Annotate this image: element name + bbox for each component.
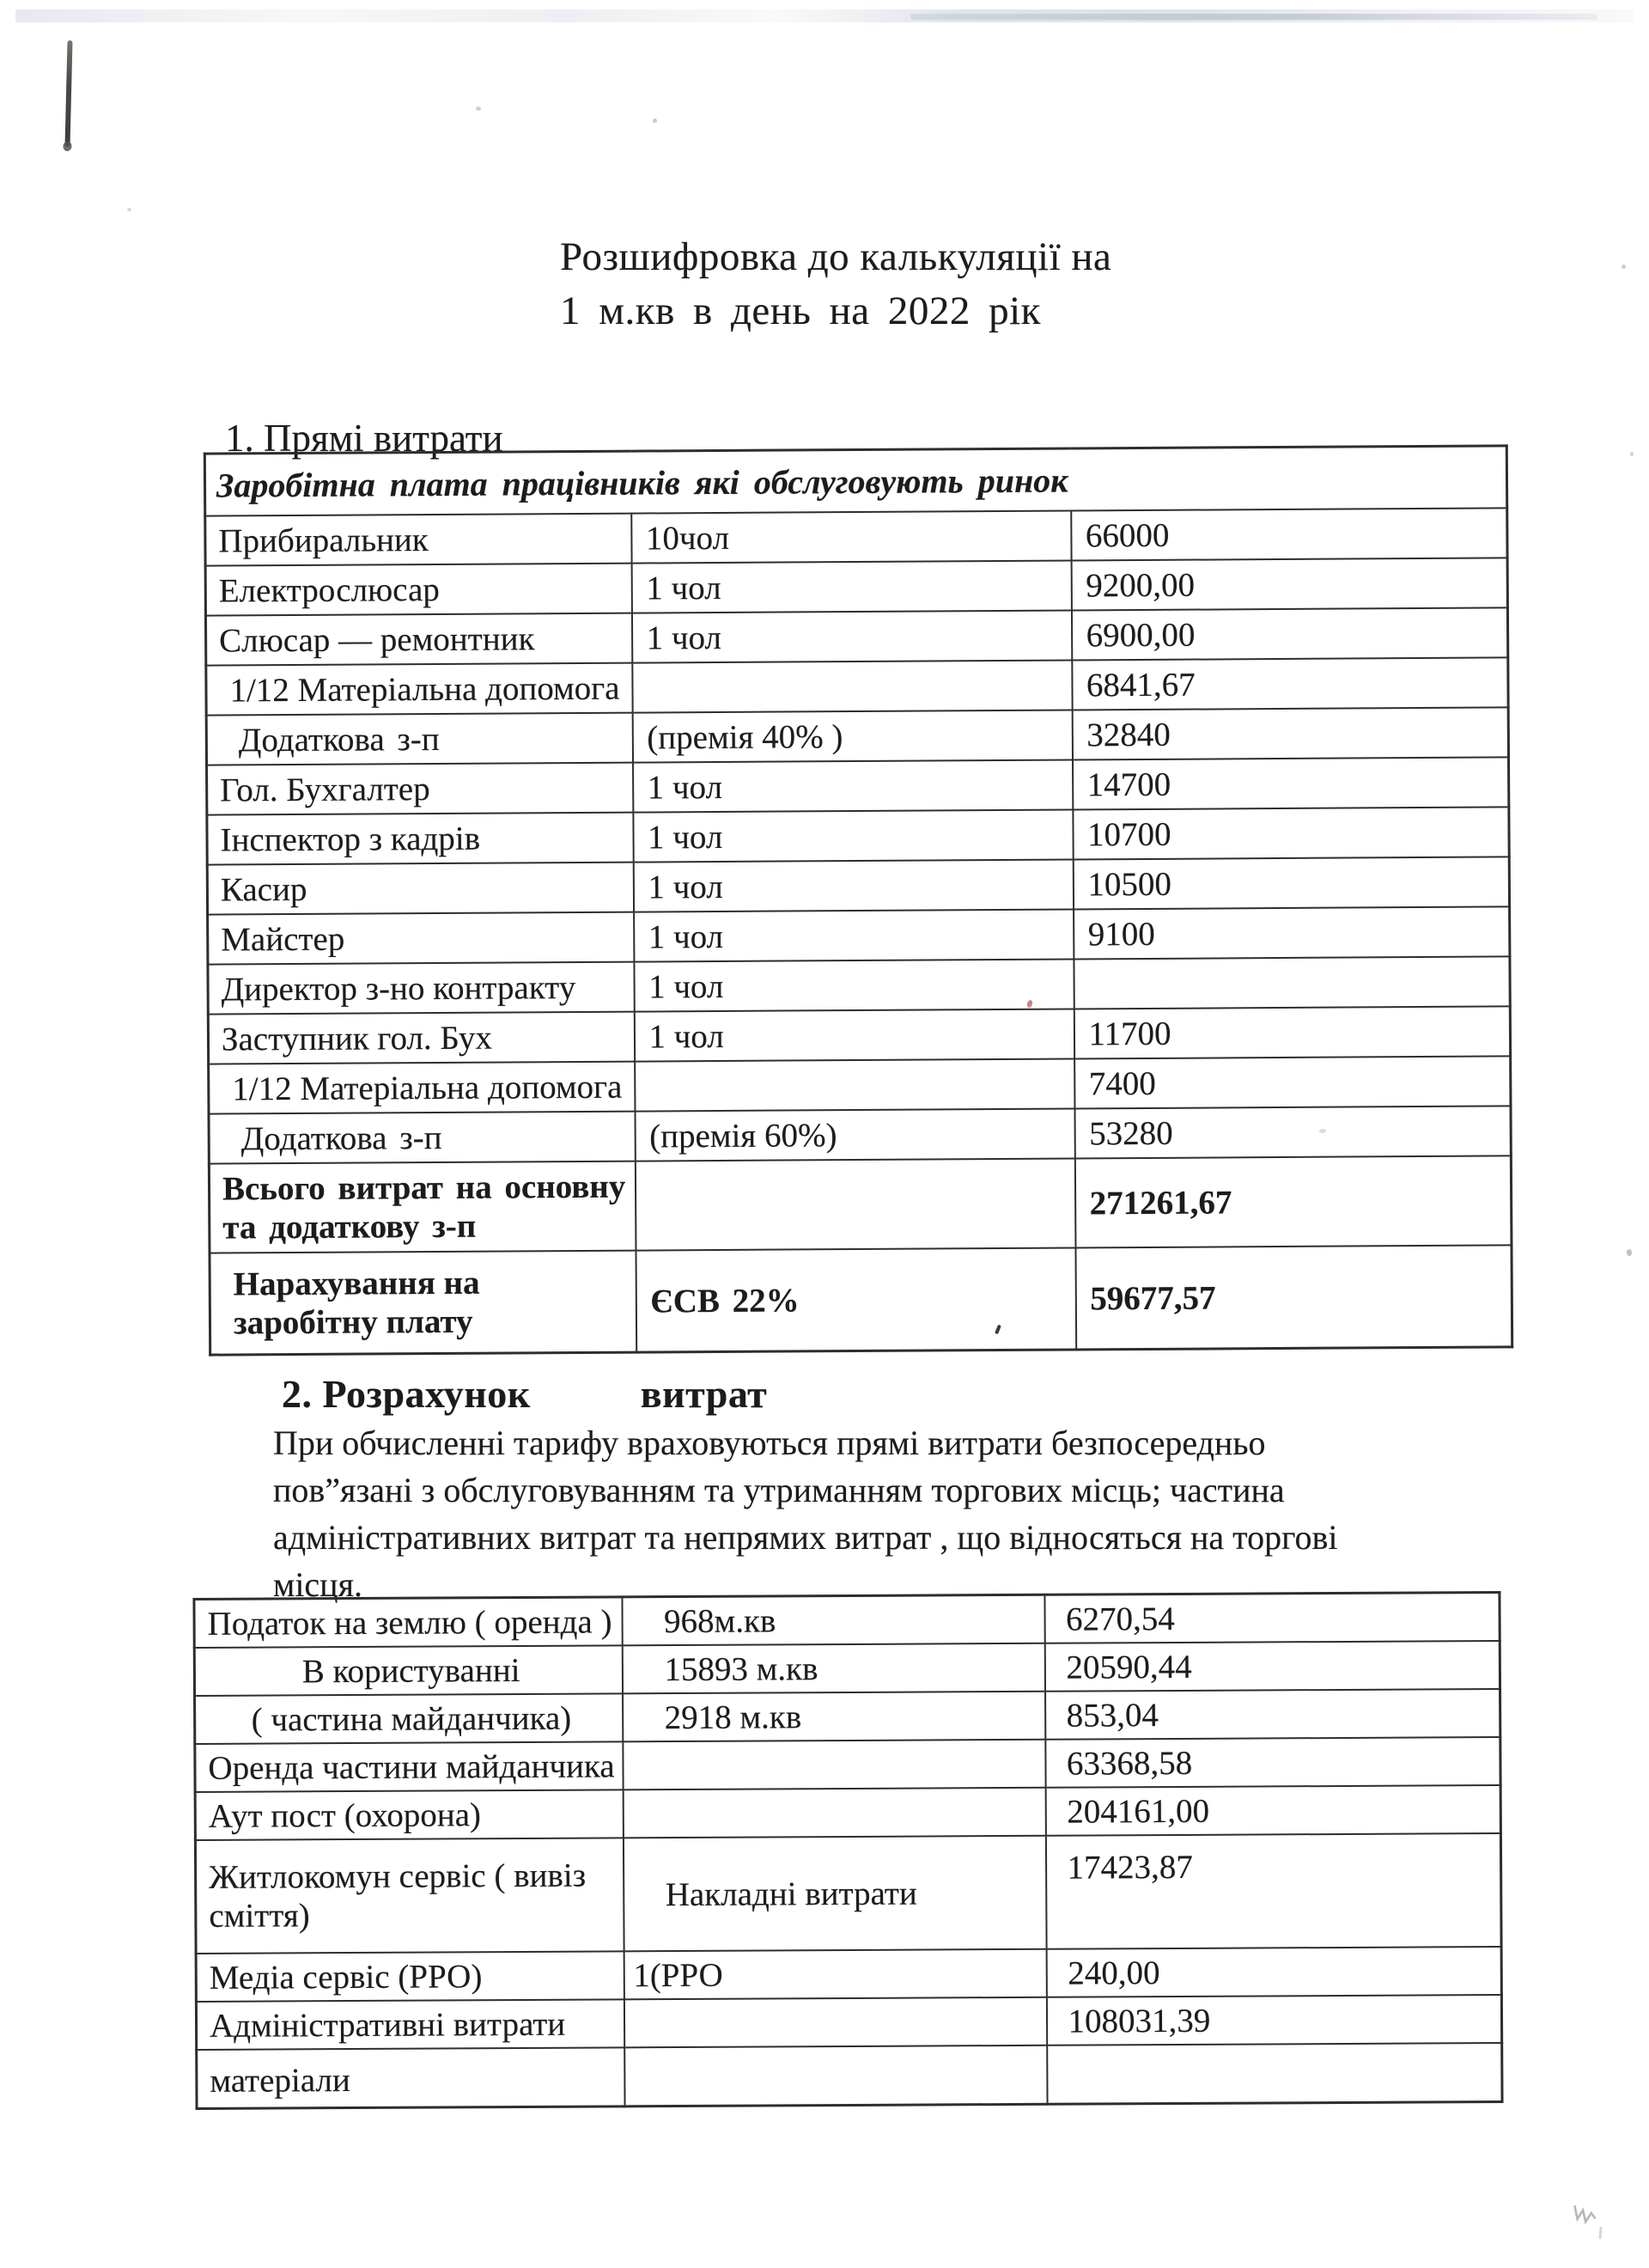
title-line-2: 1 м.кв в день на 2022 рік [560, 289, 1041, 333]
table-row [194, 1593, 1500, 1648]
label-cell: Всього витрат на основну та додаткову з-п [209, 1161, 636, 1253]
table-row [209, 1106, 1511, 1163]
label-cell: Прибиральник [205, 514, 631, 566]
table-row [206, 707, 1508, 765]
table-row [195, 1833, 1501, 1954]
value-cell: 6841,67 [1072, 657, 1508, 710]
total-row [209, 1155, 1512, 1253]
document-title [560, 230, 1111, 338]
unit-cell: (премія 40% ) [632, 710, 1072, 762]
value-cell: 11700 [1074, 1006, 1510, 1058]
unit-cell: 10чол [631, 510, 1071, 563]
label-cell: Податок на землю ( оренда ) [194, 1597, 622, 1648]
value-cell: 9100 [1074, 906, 1510, 959]
value-cell: 17423,87 [1045, 1833, 1501, 1949]
table-row [209, 1056, 1511, 1113]
value-cell: 6900,00 [1071, 607, 1507, 660]
unit-cell: 1 чол [633, 859, 1073, 911]
label-cell: Касир [207, 863, 633, 915]
table-row [207, 807, 1509, 864]
table-row [196, 1995, 1501, 2050]
unit-cell: 1 чол [634, 959, 1074, 1011]
value-cell: 9200,00 [1071, 558, 1507, 610]
label-cell: 1/12 Матеріальна допомога [206, 663, 632, 716]
paragraph-line: місця. [273, 1565, 362, 1604]
label-cell: Директор з-но контракту [208, 962, 634, 1015]
table-row [207, 757, 1509, 814]
unit-cell: 1(РРО [624, 1949, 1046, 2000]
table-row [205, 508, 1507, 565]
scan-speck [1599, 2227, 1603, 2239]
label-cell: Заступник гол. Бух [208, 1012, 634, 1064]
title-line-1: Розшифровка до калькуляції на [560, 235, 1112, 279]
label-cell: Майстер [208, 912, 634, 965]
table-row [195, 1737, 1500, 1792]
unit-cell [635, 1158, 1075, 1250]
label-cell: ( частина майданчика) [195, 1693, 623, 1744]
value-cell: 108031,39 [1046, 1995, 1501, 2045]
value-cell: 10700 [1073, 807, 1509, 859]
label-cell: В користуванні [194, 1645, 622, 1696]
unit-cell [624, 1997, 1046, 2048]
value-cell: 853,04 [1045, 1689, 1500, 1740]
unit-cell: 15893 м.кв [622, 1643, 1044, 1694]
value-cell: 59677,57 [1075, 1245, 1512, 1350]
salary-table-caption-row [204, 446, 1506, 516]
salary-table [204, 444, 1513, 1356]
table-row [208, 956, 1510, 1014]
scan-speck [1627, 1249, 1632, 1256]
label-cell: Аут пост (охорона) [195, 1789, 623, 1840]
unit-cell: 968м.кв [622, 1594, 1044, 1645]
label-cell: Електрослюсар [205, 564, 631, 616]
value-cell: 204161,00 [1045, 1785, 1500, 1836]
table-row [197, 2043, 1502, 2108]
unit-cell [623, 1740, 1045, 1790]
label-cell: Гол. Бухгалтер [207, 763, 633, 815]
value-cell [1074, 956, 1510, 1009]
table-row [207, 857, 1509, 914]
section-1-heading: 1. Прямі витрати [225, 417, 503, 460]
unit-cell: 1 чол [633, 759, 1073, 812]
value-cell: 271261,67 [1074, 1155, 1512, 1247]
payroll-charges-row [210, 1245, 1512, 1355]
label-cell: Слюсар — ремонтник [205, 613, 631, 666]
section-2-word: витрат [640, 1372, 768, 1416]
unit-cell: 2918 м.кв [623, 1692, 1045, 1742]
unit-cell: 1 чол [634, 1009, 1074, 1061]
costs-table [192, 1591, 1503, 2110]
value-cell: 63368,58 [1045, 1737, 1500, 1788]
value-cell: 20590,44 [1044, 1641, 1500, 1692]
value-cell: 32840 [1072, 707, 1508, 759]
unit-cell [632, 660, 1072, 712]
table-row [195, 1785, 1500, 1840]
table-row [205, 558, 1507, 615]
unit-cell: 1 чол [631, 560, 1071, 613]
label-cell: Медіа сервіс (РРО) [196, 1951, 624, 2002]
unit-cell [635, 1058, 1074, 1111]
label-cell: Житлокомун сервіс ( вивіз сміття) [195, 1838, 624, 1954]
scan-speck [1622, 265, 1626, 269]
salary-table-caption: Заробітна плата працівників які обслуговують ринок [204, 446, 1506, 516]
label-cell: Адміністративні витрати [196, 1999, 624, 2050]
scan-speck [1630, 452, 1634, 456]
label-cell: Інспектор з кадрів [207, 813, 633, 865]
paragraph-line: адміністративних витрат та непрямих витрат , що відносяться на торгові [273, 1518, 1338, 1557]
table-row [205, 607, 1507, 665]
scan-speck [476, 107, 481, 111]
bottom-right-squiggle [1570, 2203, 1599, 2231]
scan-speck [127, 208, 131, 211]
value-cell: 10500 [1073, 857, 1509, 909]
label-cell: Додаткова з-п [206, 713, 632, 765]
unit-cell [624, 2045, 1047, 2106]
unit-cell: ЄСВ 22% [636, 1247, 1076, 1352]
table-row [206, 657, 1508, 715]
explanatory-paragraph [273, 1419, 1441, 1608]
scan-noise-band-dark [910, 14, 1597, 20]
table-row [195, 1689, 1500, 1744]
value-cell: 6270,54 [1044, 1593, 1500, 1643]
table-row [208, 906, 1510, 964]
value-cell: 240,00 [1046, 1947, 1501, 1997]
unit-cell: 1 чол [634, 909, 1074, 961]
unit-cell: Накладні витрати [623, 1836, 1046, 1952]
unit-cell [623, 1788, 1045, 1838]
paragraph-line: пов”язані з обслуговуванням та утриманням торгових місць; частина [273, 1471, 1285, 1509]
value-cell: 66000 [1071, 508, 1507, 560]
table-row [196, 1947, 1501, 2002]
table-row [194, 1641, 1500, 1696]
label-cell: 1/12 Матеріальна допомога [209, 1062, 635, 1114]
value-cell: 53280 [1074, 1106, 1511, 1158]
value-cell: 14700 [1073, 757, 1509, 809]
label-cell: Додаткова з-п [209, 1112, 635, 1164]
label-cell: матеріали [197, 2047, 624, 2108]
label-cell: Оренда частини майданчика [195, 1741, 623, 1792]
section-2-heading [282, 1371, 767, 1417]
scan-speck [653, 119, 657, 123]
unit-cell: 1 чол [631, 610, 1071, 662]
value-cell [1047, 2043, 1502, 2104]
section-2-number: 2. Розрахунок [282, 1372, 531, 1416]
label-cell: Нарахування на заробітну плату [210, 1251, 636, 1356]
table-row [208, 1006, 1510, 1064]
paragraph-line: При обчисленні тарифу враховуються прямі витрати безпосередньо [273, 1424, 1266, 1462]
value-cell: 7400 [1074, 1056, 1511, 1108]
unit-cell: (премія 60%) [635, 1108, 1074, 1161]
pen-mark [64, 40, 72, 147]
unit-cell: 1 чол [633, 809, 1073, 862]
